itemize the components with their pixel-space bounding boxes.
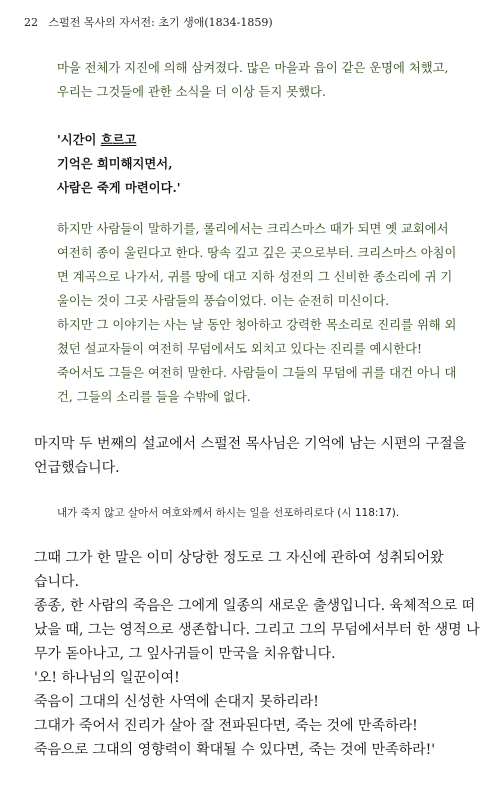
poem-quote bbox=[57, 128, 462, 200]
page-number: 22 bbox=[24, 16, 38, 29]
running-title: 스펄전 목사의 자서전: 초기 생애(1834-1859) bbox=[48, 16, 273, 29]
text-line: 울이는 것이 그곳 사람들의 풍습이었다. 이는 순전히 미신이다. bbox=[57, 294, 390, 308]
text-line: 하지만 사람들이 말하기를, 롤리에서는 크리스마스 때가 되면 옛 교회에서 bbox=[57, 222, 449, 236]
poem-line-3: 사람은 죽게 마련이다.' bbox=[57, 180, 181, 195]
running-header bbox=[24, 14, 273, 30]
text-line: 쳤던 설교자들이 여전히 무덤에서도 외치고 있다는 진리를 예시한다! bbox=[57, 342, 422, 356]
text-line: 죽음으로 그대의 영향력이 확대될 수 있다면, 죽는 것에 만족하라!' bbox=[34, 742, 436, 758]
main-paragraph-2 bbox=[34, 546, 480, 762]
text-line: 마을 전체가 지진에 의해 삼켜졌다. 많은 마을과 읍이 같은 운명에 처했고, bbox=[57, 61, 449, 75]
text-line: 여전히 종이 울린다고 한다. 땅속 깊고 깊은 곳으로부터. 크리스마스 아침이 bbox=[57, 246, 457, 260]
text-line: 죽음이 그대의 신성한 사역에 손대지 못하리라! bbox=[34, 694, 319, 710]
green-body bbox=[57, 217, 462, 409]
text-line: 건, 그들의 소리를 들을 수밖에 없다. bbox=[57, 390, 251, 404]
text-line: 무가 돋아나고, 그 잎사귀들이 만국을 치유합니다. bbox=[34, 646, 336, 662]
text-line: 죽어서도 그들은 여전히 말한다. 사람들이 그들의 무덤에 귀를 대건 아니 대 bbox=[57, 366, 457, 380]
text-line: 그때 그가 한 말은 이미 상당한 정도로 그 자신에 관하여 성취되어왔 bbox=[34, 550, 444, 566]
underlined-word: 흐르고 bbox=[100, 132, 137, 147]
text-line: 언급했습니다. bbox=[34, 460, 120, 476]
main-paragraph-1 bbox=[34, 432, 466, 480]
text-line: 하지만 그 이야기는 사는 날 동안 청아하고 강력한 목소리로 진리를 위해 외 bbox=[57, 318, 457, 332]
text-line: 났을 때, 그는 영적으로 생존합니다. 그리고 그의 무덤에서부터 한 생명 나 bbox=[34, 622, 480, 638]
text-line: '오! 하나님의 일꾼이여! bbox=[34, 670, 180, 686]
poem-line-1: '시간이 흐르고 bbox=[57, 132, 137, 147]
text-line: 면 계곡으로 나가서, 귀를 땅에 대고 지하 성전의 그 신비한 종소리에 귀 기 bbox=[57, 270, 453, 284]
text-line: 그대가 죽어서 진리가 살아 잘 전파된다면, 죽는 것에 만족하라! bbox=[34, 718, 418, 734]
poem-line-2: 기억은 희미해지면서, bbox=[57, 156, 173, 171]
text-line: 습니다. bbox=[34, 574, 80, 590]
text-line: 종종, 한 사람의 죽음은 그에게 일종의 새로운 출생입니다. 육체적으로 떠 bbox=[34, 598, 476, 614]
text-line: 마지막 두 번째의 설교에서 스펄전 목사님은 기억에 남는 시편의 구절을 bbox=[34, 436, 467, 452]
scripture-verse: 내가 죽지 않고 살아서 여호와께서 하시는 일을 선포하리로다 (시 118:17). bbox=[57, 507, 400, 519]
green-intro bbox=[57, 56, 462, 104]
text-line: 우리는 그것들에 관한 소식을 더 이상 듣지 못했다. bbox=[57, 85, 326, 99]
